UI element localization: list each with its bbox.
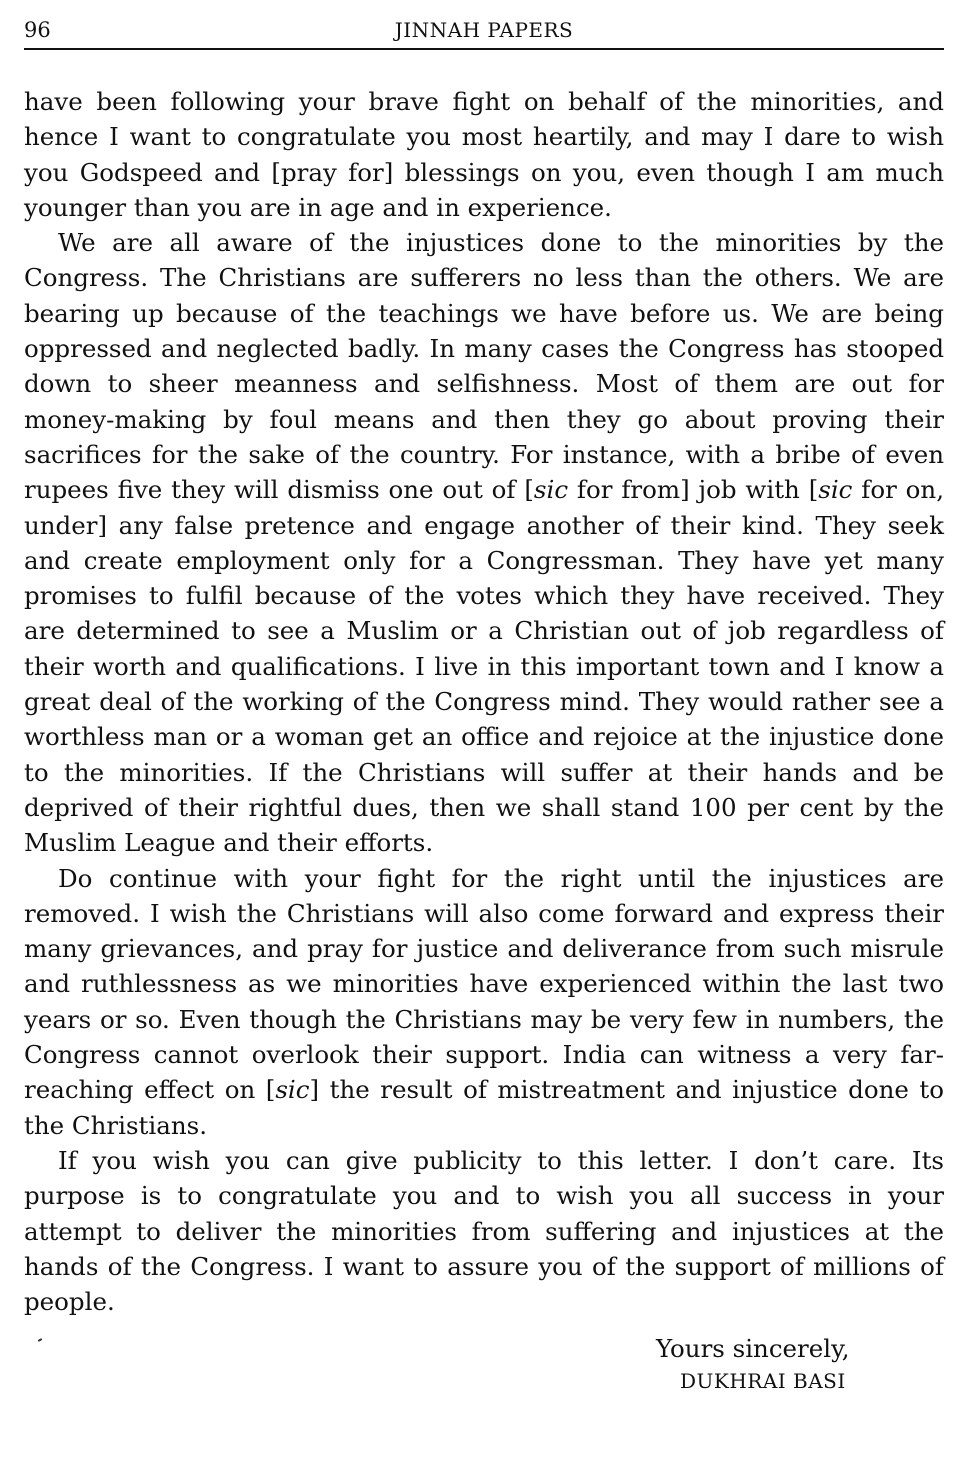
paragraph-3 — [24, 861, 944, 1143]
running-head: JINNAH PAPERS — [394, 18, 574, 42]
paragraph-2-part-3: for on, under] any false pretence and engage another of their kind. They seek and create employment only for a Congressman. They have yet many promises to fulfil because of the votes which they have received. They are determined to see a Muslim or a Christian out of job regardless of their worth and qualifications. I live in this important town and I know a great deal of the working of the Congress mind. They would rather see a worthless man or a woman get an office and rejoice at the injustice done to the minorities. If the Christians will suffer at their hands and be deprived of their rightful dues, then we shall stand 100 per cent by the Muslim League and their efforts. — [24, 475, 944, 858]
sic-annotation: sic — [275, 1075, 310, 1105]
sic-annotation: sic — [533, 475, 569, 505]
paragraph-3-part-1: Do continue with your fight for the right until the injustices are removed. I wish the Christians will also come forward and express their many grievances, and pray for justice and deliverance from such misrule and ruthlessness as we minorities have experienced within the last two years or so. Even though the Christians may be very few in numbers, the Congress cannot overlook their support. India can witness a very far-reaching effect on [ — [24, 863, 944, 1105]
valediction: Yours sincerely, — [656, 1334, 850, 1364]
paragraph-2-part-2: for from] job with [ — [568, 475, 819, 505]
sic-annotation: sic — [818, 475, 853, 505]
page-number: 96 — [24, 18, 51, 42]
paragraph-3-part-2: ] the result of mistreatment and injustice done to the Christians. — [24, 1075, 944, 1140]
paragraph-2 — [24, 225, 944, 860]
page-header — [24, 14, 944, 50]
signature-name: DUKHRAI BASI — [680, 1369, 846, 1394]
paragraph-1: have been following your brave fight on behalf of the minorities, and hence I want to congratulate you most heartily, and may I dare to wish you Godspeed and [pray for] blessings on you, even though I am much younger than you are in age and in experience. — [24, 87, 944, 222]
document-page — [24, 14, 944, 1413]
paragraph-2-part-1: We are all aware of the injustices done to the minorities by the Congress. The Christians are sufferers no less than the others. We are bearing up because of the teachings we have before us. We are being oppressed and neglected badly. In many cases the Congress has stooped down to sheer meanness and selfishness. Most of them are out for money-making by foul means and then they go about proving their sacrifices for the sake of the country. For instance, with a bribe of even rupees five they will dismiss one out of [ — [24, 228, 944, 505]
letter-closing — [24, 1333, 944, 1413]
letter-body — [24, 84, 944, 1319]
stray-ink-mark — [38, 1339, 42, 1343]
paragraph-4: If you wish you can give publicity to this letter. I don’t care. Its purpose is to congratulate you and to wish you all success in your attempt to deliver the minorities from suffering and injustices at the hands of the Congress. I want to assure you of the support of millions of people. — [24, 1145, 944, 1317]
